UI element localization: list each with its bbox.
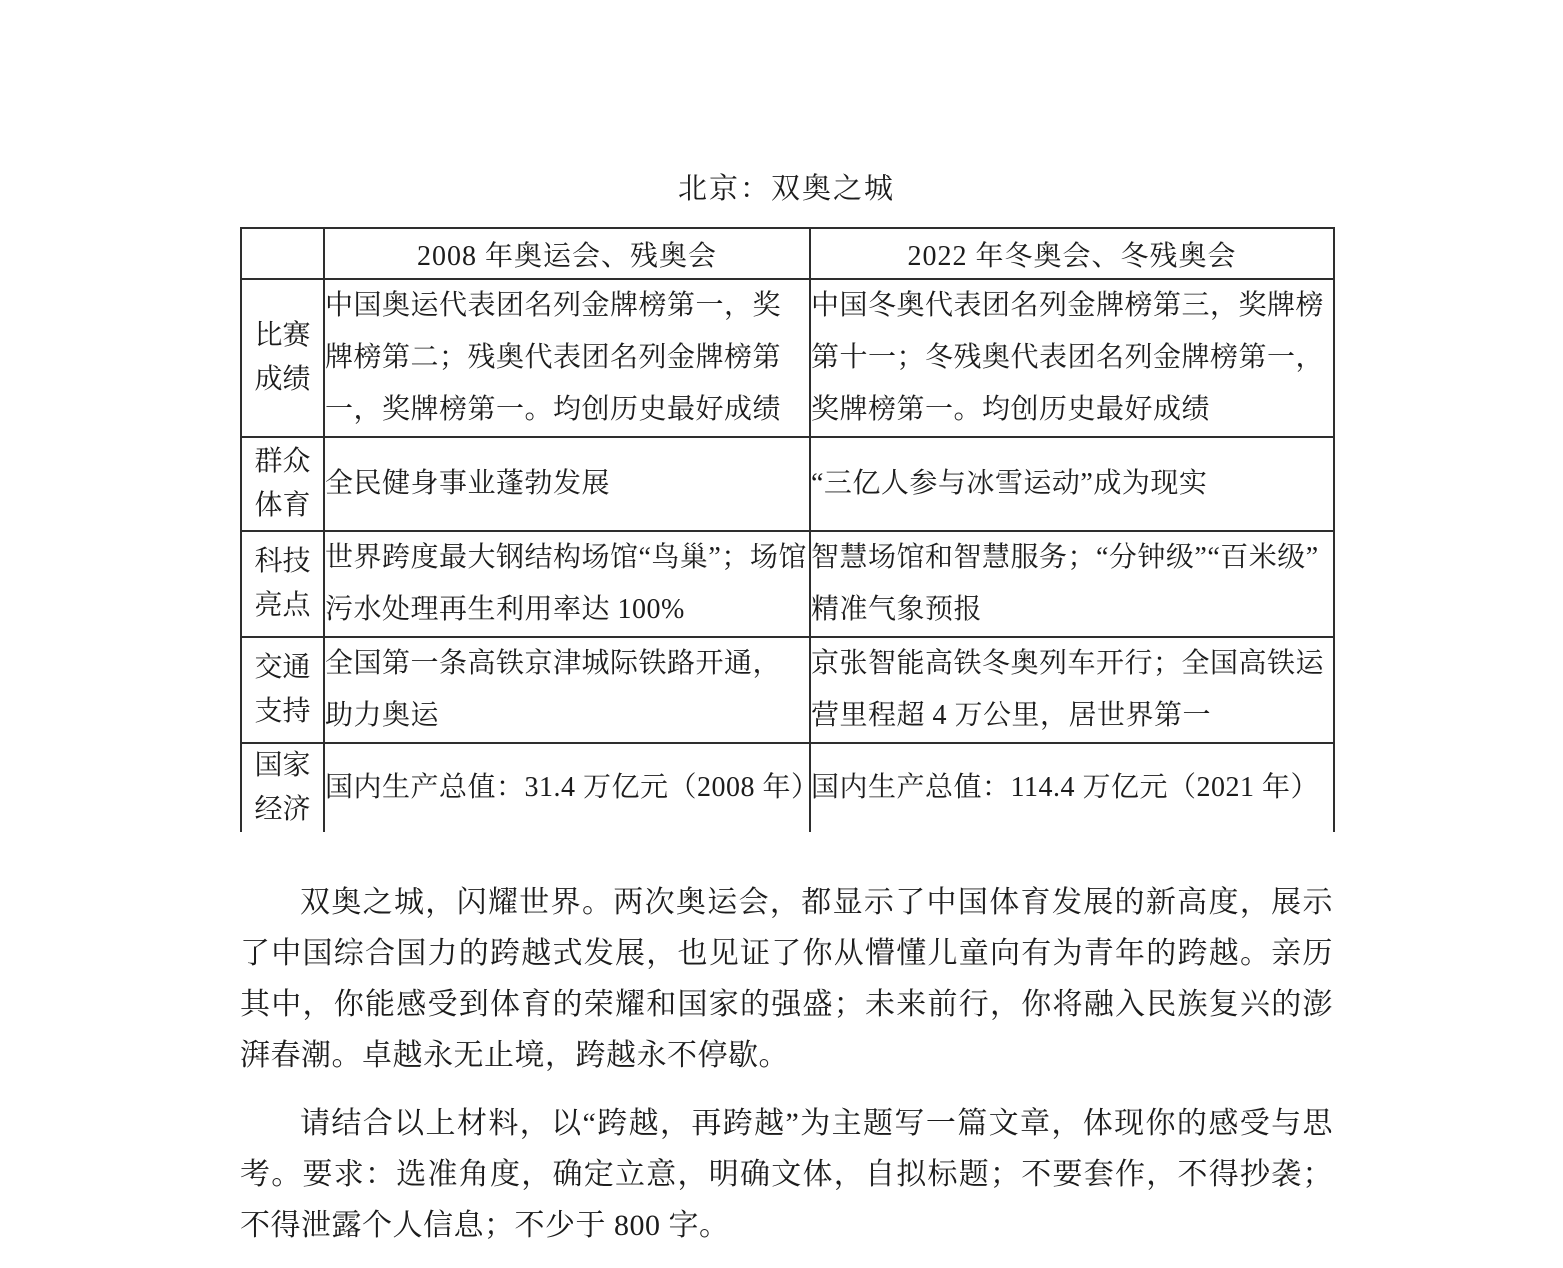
cell-transport-2008: 全国第一条高铁京津城际铁路开通，助力奥运 xyxy=(324,637,810,743)
cell-public-2022: “三亿人参与冰雪运动”成为现实 xyxy=(810,437,1334,531)
cell-tech-2008: 世界跨度最大钢结构场馆“鸟巢”；场馆污水处理再生利用率达 100% xyxy=(324,531,810,637)
prompt-paragraph-requirements: 请结合以上材料，以“跨越，再跨越”为主题写一篇文章，体现你的感受与思考。要求：选准角度，确定立意，明确文体，自拟标题；不要套作，不得抄袭；不得泄露个人信息；不少于 800 字。 xyxy=(240,1107,1333,1242)
row-label-public-sports: 群众体育 xyxy=(241,437,324,531)
cell-public-2008: 全民健身事业蓬勃发展 xyxy=(324,437,810,531)
cell-results-2008: 中国奥运代表团名列金牌榜第一，奖牌榜第二；残奥代表团名列金牌榜第一，奖牌榜第一。均创历史最好成绩 xyxy=(324,279,810,437)
prompt-paragraph-material: 双奥之城，闪耀世界。两次奥运会，都显示了中国体育发展的新高度，展示了中国综合国力的跨越式发展，也见证了你从懵懂儿童向有为青年的跨越。亲历其中，你能感受到体育的荣耀和国家的强盛；未来前行，你将融入民族复兴的澎湃春潮。卓越永无止境，跨越永不停歇。 xyxy=(240,886,1333,1072)
header-2022-games: 2022 年冬奥会、冬残奥会 xyxy=(810,228,1334,279)
table-row xyxy=(241,279,1334,437)
table-row xyxy=(241,437,1334,531)
cell-transport-2022: 京张智能高铁冬奥列车开行；全国高铁运营里程超 4 万公里，居世界第一 xyxy=(810,637,1334,743)
table-title: 北京：双奥之城 xyxy=(677,173,895,205)
table-row xyxy=(241,531,1334,637)
row-label-competition-results: 比赛成绩 xyxy=(241,279,324,437)
row-label-tech-highlights: 科技亮点 xyxy=(241,531,324,637)
table-row xyxy=(241,637,1334,743)
cell-results-2022: 中国冬奥代表团名列金牌榜第三，奖牌榜第十一；冬残奥代表团名列金牌榜第一，奖牌榜第一。均创历史最好成绩 xyxy=(810,279,1334,437)
row-label-national-economy: 国家经济 xyxy=(241,743,324,832)
cell-economy-2022: 国内生产总值：114.4 万亿元（2021 年） xyxy=(810,743,1334,832)
header-2008-games: 2008 年奥运会、残奥会 xyxy=(324,228,810,279)
table-row xyxy=(241,743,1334,832)
header-corner-cell xyxy=(241,228,324,279)
table-header-row xyxy=(241,228,1334,279)
cell-economy-2008: 国内生产总值：31.4 万亿元（2008 年） xyxy=(324,743,810,832)
row-label-transport-support: 交通支持 xyxy=(241,637,324,743)
olympics-comparison-table xyxy=(240,227,1335,832)
cell-tech-2022: 智慧场馆和智慧服务；“分钟级”“百米级”精准气象预报 xyxy=(810,531,1334,637)
exam-material xyxy=(240,172,1333,1268)
essay-prompt-text xyxy=(240,877,1333,1251)
